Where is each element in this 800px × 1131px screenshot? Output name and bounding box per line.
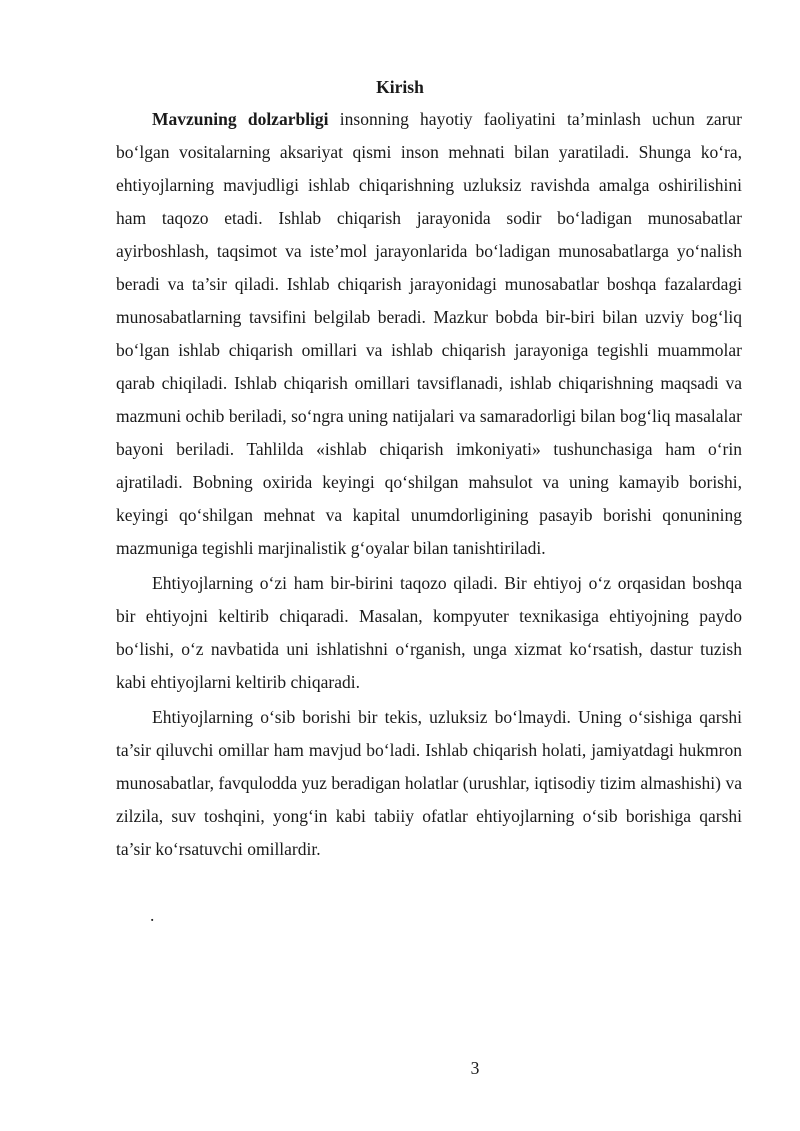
page-number: 3	[470, 1058, 480, 1078]
paragraph-3-text: Ehtiyojlarning o‘sib borishi bir tekis, uzluksiz bo‘lmaydi. Uning o‘sishiga qarshi ta’sir qiluvchi omillar ham mavjud bo‘ladi. Ishlab chiqarish holati, jamiyatdagi hukmron munosabatlar, favqulodda yuz beradigan holatlar (urushlar, iqtisodiy tizim almashishi) va zilzila, suv toshqini, yong‘in kabi tabiiy ofatlar ehtiyojlarning o‘sib borishiga qarshi ta’sir ko‘rsatuvchi omillardir.	[116, 707, 742, 859]
paragraph-3	[116, 701, 742, 866]
paragraph-lead-term: Mavzuning dolzarbligi	[152, 109, 329, 129]
paragraph-1	[116, 103, 742, 565]
trailing-mark: .	[150, 905, 155, 925]
paragraph-1-text: insonning hayotiy faoliyatini ta’minlash uchun zarur bo‘lgan vositalarning aksariyat qismi inson mehnati bilan yaratiladi. Shunga ko‘ra, ehtiyojlarning mavjudligi ishlab chiqarishning uzluksiz ravishda amalga oshirilishini ham taqozo etadi. Ishlab chiqarish jarayonida sodir bo‘ladigan munosabatlar ayirboshlash, taqsimot va iste’mol jarayonlarida bo‘ladigan munosabatlarga yo‘nalish beradi va ta’sir qiladi. Ishlab chiqarish jarayonidagi munosabatlar boshqa fazalardagi munosabatlarning tavsifini belgilab beradi. Mazkur bobda bir-biri bilan uzviy bog‘liq bo‘lgan ishlab chiqarish omillari va ishlab chiqarish jarayoniga tegishli muammolar qarab chiqiladi. Ishlab chiqarish omillari tavsiflanadi, ishlab chiqarishning maqsadi va mazmuni ochib beriladi, so‘ngra uning natijalari va samaradorligi bilan bog‘liq masalalar bayoni beriladi. Tahlilda «ishlab chiqarish imkoniyati» tushunchasiga ham o‘rin ajratiladi. Bobning oxirida keyingi qo‘shilgan mahsulot va uning kamayib borishi, keyingi qo‘shilgan mehnat va kapital unumdorligining pasayib borishi qonunining mazmuniga tegishli marjinalistik g‘oyalar bilan tanishtiriladi.	[116, 109, 743, 558]
paragraph-2-text: Ehtiyojlarning o‘zi ham bir-birini taqozo qiladi. Bir ehtiyoj o‘z orqasidan boshqa bir ehtiyojni keltirib chiqaradi. Masalan, kompyuter texnikasiga ehtiyojning paydo bo‘lishi, o‘z navbatida uni ishlatishni o‘rganish, unga xizmat ko‘rsatish, dastur tuzish kabi ehtiyojlarni keltirib chiqaradi.	[116, 573, 742, 692]
body-text	[116, 103, 742, 866]
paragraph-2	[116, 567, 742, 699]
section-heading: Kirish	[376, 77, 424, 97]
